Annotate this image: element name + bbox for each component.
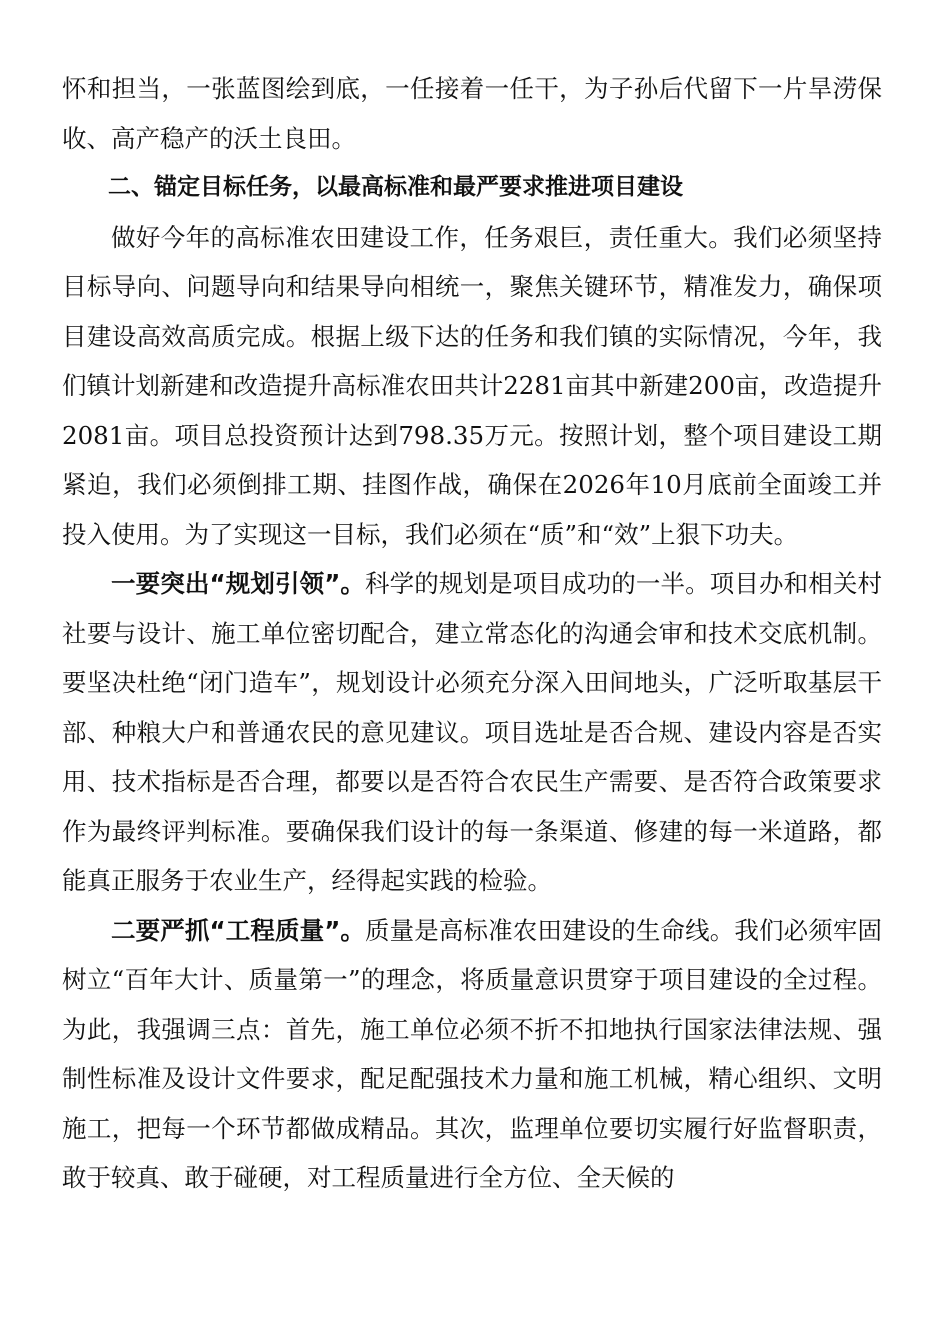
point-lead-quality: 二要严抓“工程质量”。 bbox=[111, 915, 366, 945]
paragraph-targets: 做好今年的高标准农田建设工作，任务艰巨，责任重大。我们必须坚持目标导向、问题导向和结果导向相统一，聚焦关键环节，精准发力，确保项目建设高效高质完成。根据上级下达的任务和我们镇的实际情况，今年，我们镇计划新建和改造提升高标准农田共计2281亩其中新建200亩，改造提升2081亩。项目总投资预计达到798.35万元。按照计划，整个项目建设工期紧迫，我们必须倒排工期、挂图作战，确保在2026年10月底前全面竣工并投入使用。为了实现这一目标，我们必须在“质”和“效”上狠下功夫。 bbox=[62, 222, 882, 549]
paragraph-quality bbox=[62, 906, 882, 1203]
point-body-quality: 质量是高标准农田建设的生命线。我们必须牢固树立“百年大计、质量第一”的理念，将质量意识贯穿于项目建设的全过程。为此，我强调三点：首先，施工单位必须不折不扣地执行国家法律法规、强制性标准及设计文件要求，配足配强技术力量和施工机械，精心组织、文明施工，把每一个环节都做成精品。其次，监理单位要切实履行好监督职责，敢于较真、敢于碰硬，对工程质量进行全方位、全天候的 bbox=[62, 915, 882, 1192]
paragraph-continuation: 怀和担当，一张蓝图绘到底，一任接着一任干，为子孙后代留下一片旱涝保收、高产稳产的沃土良田。 bbox=[62, 74, 882, 153]
section-heading-2: 二、锚定目标任务，以最高标准和最严要求推进项目建设 bbox=[108, 174, 683, 200]
document-page bbox=[62, 64, 882, 1203]
point-lead-planning: 一要突出“规划引领”。 bbox=[111, 569, 366, 598]
paragraph-planning bbox=[62, 559, 882, 906]
point-body-planning: 科学的规划是项目成功的一半。项目办和相关村社要与设计、施工单位密切配合，建立常态化的沟通会审和技术交底机制。要坚决杜绝“闭门造车”，规划设计必须充分深入田间地头，广泛听取基层干部、种粮大户和普通农民的意见建议。项目选址是否合规、建设内容是否实用、技术指标是否合理，都要以是否符合农民生产需要、是否符合政策要求作为最终评判标准。要确保我们设计的每一条渠道、修建的每一米道路，都能真正服务于农业生产，经得起实践的检验。 bbox=[62, 569, 882, 895]
